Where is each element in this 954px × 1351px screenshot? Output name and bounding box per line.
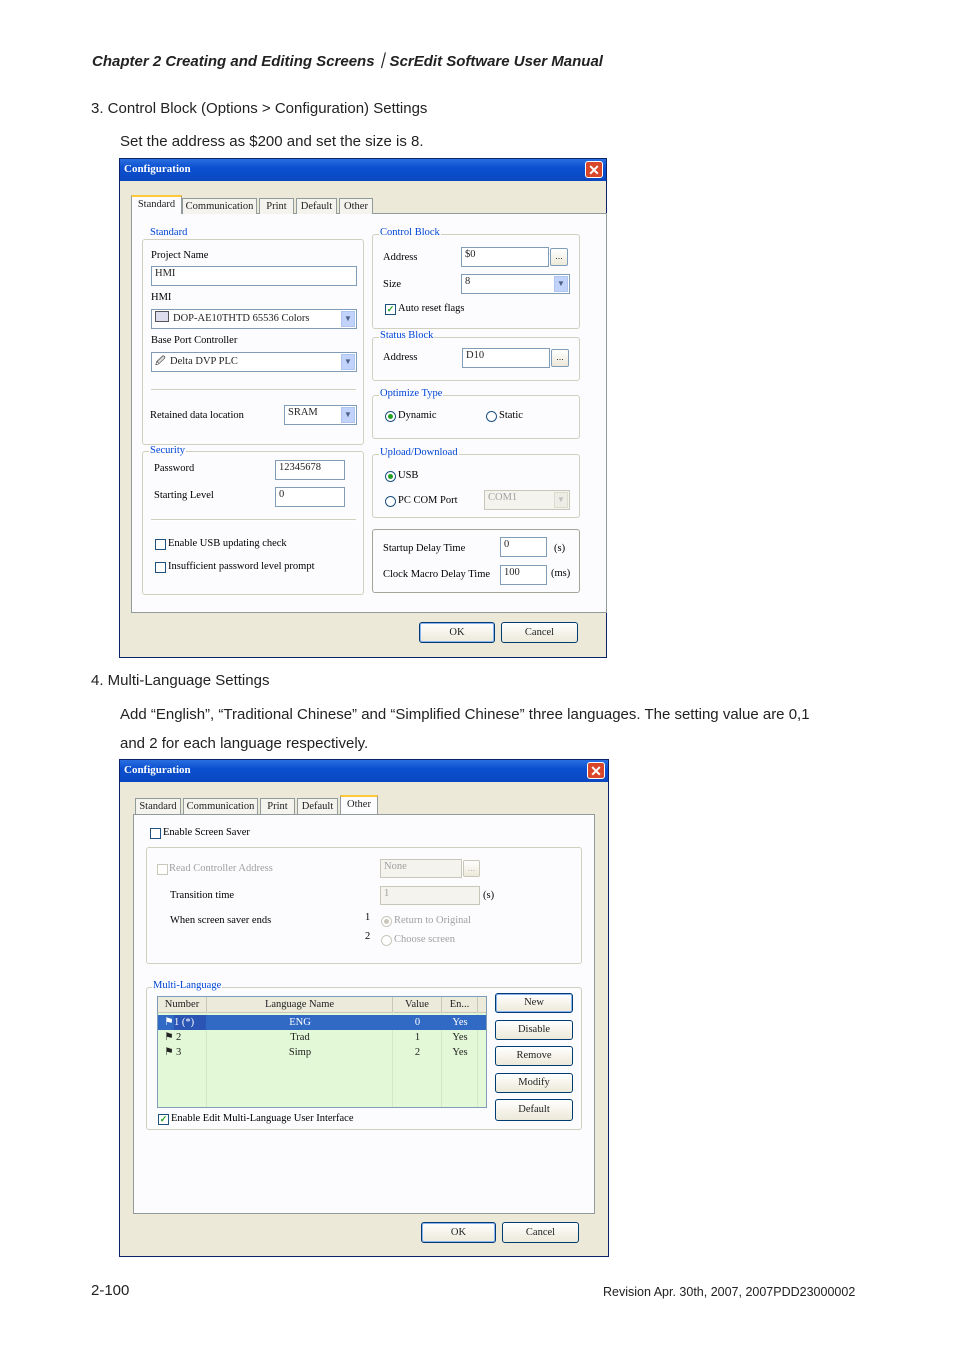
section-4-heading: 4. Multi-Language Settings xyxy=(91,672,270,689)
insufficient-password-checkbox[interactable] xyxy=(155,562,166,573)
column-header-enabled[interactable]: En... xyxy=(442,997,478,1012)
usb-label: USB xyxy=(398,470,419,481)
pc-com-radio[interactable] xyxy=(385,496,396,507)
new-button[interactable]: New xyxy=(495,993,573,1013)
page-number: 2-100 xyxy=(91,1282,130,1299)
startup-delay-unit: (s) xyxy=(554,543,566,554)
section-3-instruction: Set the address as $200 and set the size is 8. xyxy=(120,133,424,150)
retained-select[interactable] xyxy=(284,405,357,425)
static-radio[interactable] xyxy=(486,411,497,422)
close-icon[interactable]: ✕ xyxy=(587,762,605,779)
ok-button[interactable]: OK xyxy=(419,622,495,643)
chevron-down-icon[interactable]: ▼ xyxy=(341,354,355,370)
tab-default[interactable]: Default xyxy=(296,198,337,214)
enable-screen-saver-checkbox[interactable] xyxy=(150,828,161,839)
ok-button[interactable]: OK xyxy=(421,1222,496,1243)
table-header xyxy=(158,997,486,1013)
column-header-language-name[interactable]: Language Name xyxy=(207,997,393,1012)
controller-select-value: Delta DVP PLC xyxy=(170,356,238,367)
table-row[interactable] xyxy=(158,1045,486,1060)
enable-edit-multilang-checkbox[interactable]: ✓ xyxy=(159,1114,168,1124)
row-number: 2 xyxy=(176,1032,182,1043)
tab-standard[interactable]: Standard xyxy=(135,798,181,814)
cb-address-input[interactable]: $0 xyxy=(461,247,549,267)
optimize-type-title: Optimize Type xyxy=(380,388,443,399)
sb-address-input[interactable]: D10 xyxy=(462,348,550,368)
control-block-title: Control Block xyxy=(380,227,440,238)
row-language-name: ENG xyxy=(289,1017,311,1028)
project-name-label: Project Name xyxy=(151,250,209,261)
security-title: Security xyxy=(150,445,185,456)
row-number: 1 (*) xyxy=(174,1015,206,1030)
divider xyxy=(151,519,356,521)
section-4-instruction-line1: Add “English”, “Traditional Chinese” and “Simplified Chinese” three languages. The setting value are 0,1 xyxy=(120,706,810,723)
macro-delay-label: Clock Macro Delay Time xyxy=(383,569,491,580)
enable-screen-saver-label: Enable Screen Saver xyxy=(163,827,250,838)
modify-button[interactable]: Modify xyxy=(495,1073,573,1093)
hmi-select[interactable] xyxy=(151,309,357,329)
row-language-name: Simp xyxy=(288,1047,312,1058)
plug-icon: 🖉 xyxy=(155,356,166,367)
cancel-button[interactable]: Cancel xyxy=(502,1222,579,1243)
dialog-title: Configuration xyxy=(124,163,191,175)
tab-communication[interactable]: Communication xyxy=(183,798,258,814)
flag-icon: ⚑ xyxy=(164,1032,174,1043)
row-language-name: Trad xyxy=(290,1032,310,1043)
cb-size-select[interactable] xyxy=(461,274,570,294)
table-row[interactable] xyxy=(158,1030,486,1045)
title-bar[interactable] xyxy=(120,159,606,181)
when-ends-label: When screen saver ends xyxy=(170,915,272,926)
language-table[interactable] xyxy=(157,996,487,1108)
tab-other[interactable]: Other xyxy=(339,198,373,214)
cb-size-label: Size xyxy=(383,279,402,290)
password-input[interactable]: 12345678 xyxy=(275,460,345,480)
transition-time-label: Transition time xyxy=(170,890,235,901)
cb-address-label: Address xyxy=(383,252,418,263)
configuration-dialog-other xyxy=(119,759,609,1257)
option-number-1: 1 xyxy=(365,912,371,923)
sb-address-browse-button[interactable]: ... xyxy=(551,349,569,367)
row-enabled: Yes xyxy=(452,1017,468,1028)
choose-screen-radio[interactable] xyxy=(381,935,392,946)
row-number: 3 xyxy=(176,1047,182,1058)
pc-com-label: PC COM Port xyxy=(398,495,458,506)
cb-size-value: 8 xyxy=(465,276,471,287)
row-enabled: Yes xyxy=(452,1032,468,1043)
dialog-title: Configuration xyxy=(124,764,191,776)
row-enabled: Yes xyxy=(452,1047,468,1058)
cb-address-browse-button[interactable]: ... xyxy=(550,248,568,266)
tab-default[interactable]: Default xyxy=(297,798,338,814)
default-button[interactable]: Default xyxy=(495,1099,573,1121)
startup-delay-label: Startup Delay Time xyxy=(383,543,466,554)
tab-other[interactable]: Other xyxy=(340,795,378,814)
chevron-down-icon[interactable]: ▼ xyxy=(341,311,355,327)
transition-time-input[interactable]: 1 xyxy=(380,886,480,905)
retained-select-value: SRAM xyxy=(288,407,318,418)
table-row[interactable] xyxy=(158,1015,486,1030)
monitor-icon xyxy=(155,311,169,322)
enable-edit-multilang-label: Enable Edit Multi-Language User Interface xyxy=(171,1113,354,1124)
startup-delay-input[interactable]: 0 xyxy=(500,537,547,557)
static-label: Static xyxy=(499,410,523,421)
read-controller-input[interactable]: None xyxy=(380,859,462,878)
configuration-dialog-standard xyxy=(119,158,607,658)
retained-label: Retained data location xyxy=(150,410,244,421)
row-value: 1 xyxy=(414,1032,421,1043)
macro-delay-unit: (ms) xyxy=(551,568,571,579)
chevron-down-icon[interactable]: ▼ xyxy=(554,276,568,292)
standard-group-title: Standard xyxy=(150,227,188,238)
close-icon[interactable]: ✕ xyxy=(585,161,603,178)
chevron-down-icon[interactable]: ▼ xyxy=(341,407,355,423)
usb-update-checkbox[interactable] xyxy=(155,539,166,550)
tab-print[interactable]: Print xyxy=(260,798,295,814)
read-controller-browse-button[interactable]: ... xyxy=(463,860,480,877)
disable-button[interactable]: Disable xyxy=(495,1020,573,1040)
auto-reset-label: Auto reset flags xyxy=(398,303,465,314)
status-block-title: Status Block xyxy=(380,330,434,341)
return-original-label: Return to Original xyxy=(394,915,471,926)
cancel-button[interactable]: Cancel xyxy=(501,622,578,643)
tab-standard[interactable]: Standard xyxy=(131,195,182,214)
usb-radio[interactable] xyxy=(385,471,396,482)
upload-download-title: Upload/Download xyxy=(380,447,458,458)
flag-icon: ⚑ xyxy=(164,1047,174,1058)
column-header-value[interactable]: Value xyxy=(393,997,442,1012)
page-header: Chapter 2 Creating and Editing Screens｜ScrEdit Software User Manual xyxy=(92,53,603,70)
dynamic-label: Dynamic xyxy=(398,410,437,421)
insufficient-password-label: Insufficient password level prompt xyxy=(168,561,315,572)
return-original-radio[interactable] xyxy=(381,916,392,927)
divider xyxy=(151,389,356,391)
dynamic-radio[interactable] xyxy=(385,411,396,422)
choose-screen-label: Choose screen xyxy=(394,934,455,945)
usb-update-label: Enable USB updating check xyxy=(168,538,287,549)
hmi-label: HMI xyxy=(151,292,172,303)
sb-address-label: Address xyxy=(383,352,418,363)
option-number-2: 2 xyxy=(365,931,371,942)
row-value: 0 xyxy=(414,1017,421,1028)
section-3-heading: 3. Control Block (Options > Configuration) Settings xyxy=(91,100,428,117)
com-port-value: COM1 xyxy=(488,492,518,503)
tab-communication[interactable]: Communication xyxy=(182,198,257,214)
revision-note: Revision Apr. 30th, 2007, 2007PDD23000002 xyxy=(603,1285,856,1299)
flag-icon: ⚑ xyxy=(164,1017,174,1028)
starting-level-input[interactable]: 0 xyxy=(275,487,345,507)
macro-delay-input[interactable]: 100 xyxy=(500,565,547,585)
controller-label: Base Port Controller xyxy=(151,335,238,346)
com-port-select[interactable] xyxy=(484,490,570,510)
controller-select[interactable] xyxy=(151,352,357,372)
password-label: Password xyxy=(154,463,195,474)
chevron-down-icon[interactable]: ▼ xyxy=(554,492,568,508)
title-bar[interactable] xyxy=(120,760,608,782)
hmi-select-value: DOP-AE10THTD 65536 Colors xyxy=(173,313,310,324)
section-4-instruction-line2: and 2 for each language respectively. xyxy=(120,735,369,752)
transition-time-unit: (s) xyxy=(483,890,495,901)
read-controller-label: Read Controller Address xyxy=(169,863,273,874)
starting-level-label: Starting Level xyxy=(154,490,214,501)
read-controller-checkbox[interactable] xyxy=(157,864,168,875)
delay-group xyxy=(372,529,580,593)
project-name-input[interactable]: HMI xyxy=(151,266,357,286)
auto-reset-checkbox[interactable]: ✓ xyxy=(386,304,395,314)
row-value: 2 xyxy=(414,1047,421,1058)
multi-language-title: Multi-Language xyxy=(153,980,222,991)
tab-print[interactable]: Print xyxy=(259,198,294,214)
column-header-number[interactable]: Number xyxy=(158,997,207,1012)
remove-button[interactable]: Remove xyxy=(495,1046,573,1066)
